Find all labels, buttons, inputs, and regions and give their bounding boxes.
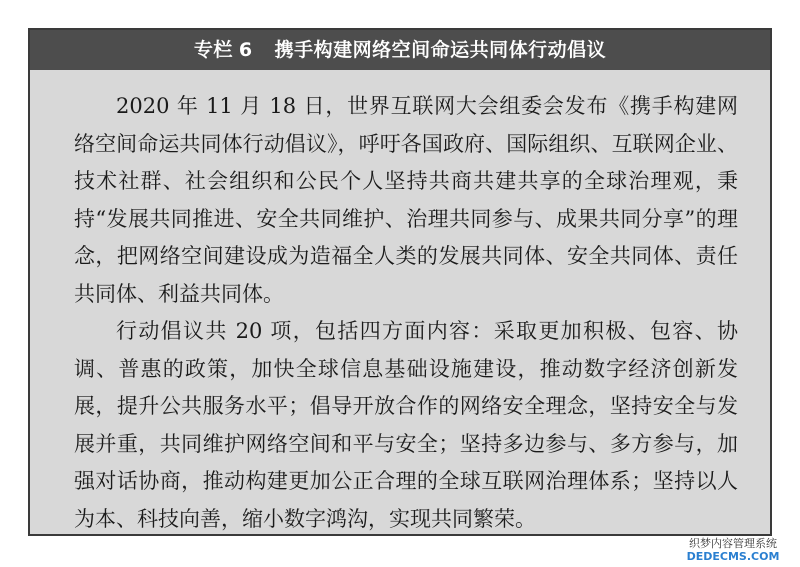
watermark-logo — [674, 537, 792, 563]
paragraph-2: 行动倡议共 20 项，包括四方面内容：采取更加积极、包容、协调、普惠的政策，加快全球信息基础设施建设，推动数字经济创新发展，提升公共服务水平；倡导开放合作的网络安全理念，坚持安全与发展并重，共同维护网络空间和平与安全；坚持多边参与、多方参与，加强对话协商，推动构建更加公正合理的全球互联网治理体系；坚持以人为本、科技向善，缩小数字鸿沟，实现共同繁荣。 — [74, 319, 738, 531]
paragraph-1: 2020 年 11 月 18 日，世界互联网大会组委会发布《携手构建网络空间命运共同体行动倡议》，呼吁各国政府、国际组织、互联网企业、技术社群、社会组织和公民个人坚持共商共建共享的全球治理观，秉持“发展共同推进、安全共同维护、治理共同参与、成果共同分享”的理念，把网络空间建设成为造福全人类的发展共同体、安全共同体、责任共同体、利益共同体。 — [74, 94, 738, 306]
watermark-line-2: DEDECMS.COM — [686, 550, 780, 563]
box-content — [74, 88, 738, 538]
header-label: 专栏 — [193, 39, 233, 61]
sidebar-box — [28, 28, 772, 536]
box-header — [30, 30, 770, 70]
header-title: 携手构建网络空间命运共同体行动倡议 — [274, 39, 607, 61]
watermark-line-1: 织梦内容管理系统 — [689, 537, 777, 550]
header-number: 6 — [238, 39, 253, 61]
